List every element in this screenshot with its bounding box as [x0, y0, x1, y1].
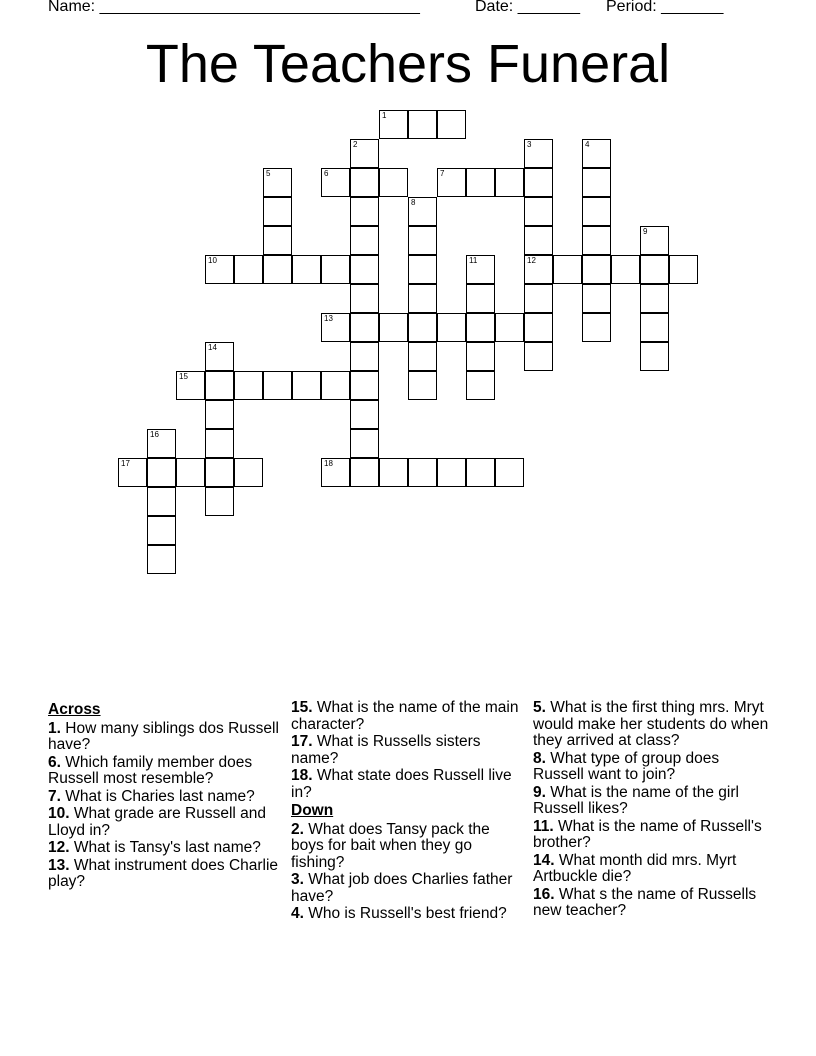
grid-cell[interactable] [466, 284, 495, 313]
clue-across-1: 1. How many siblings dos Russell have? [48, 719, 279, 753]
grid-cell[interactable] [321, 313, 350, 342]
grid-cell[interactable] [466, 168, 495, 197]
grid-cell[interactable] [582, 313, 611, 342]
grid-cell[interactable] [263, 197, 292, 226]
clue-down-2: 2. What does Tansy pack the boys for bait when they go fishing? [291, 820, 490, 871]
across-heading: Across [48, 701, 101, 718]
grid-cell[interactable] [350, 458, 379, 487]
grid-cell[interactable] [176, 371, 205, 400]
grid-cell[interactable] [524, 168, 553, 197]
grid-cell[interactable] [553, 255, 582, 284]
grid-cell[interactable] [147, 487, 176, 516]
grid-cell[interactable] [408, 226, 437, 255]
grid-cell[interactable] [205, 342, 234, 371]
grid-cell[interactable] [350, 284, 379, 313]
clue-down-8: 8. What type of group does Russell want to join? [533, 749, 720, 783]
grid-cell[interactable] [379, 168, 408, 197]
grid-cell[interactable] [205, 458, 234, 487]
grid-cell[interactable] [234, 458, 263, 487]
clue-across-7: 7. What is Charies last name? [48, 787, 255, 805]
clue-number: 16 [150, 430, 159, 439]
clue-across-17: 17. What is Russells sisters name? [291, 733, 481, 767]
page-title: The Teachers Funeral [145, 34, 671, 94]
grid-cell[interactable] [379, 313, 408, 342]
grid-cell[interactable] [292, 255, 321, 284]
grid-cell[interactable] [582, 255, 611, 284]
clue-down-14: 14. What month did mrs. Myrt Artbuckle die? [533, 851, 737, 885]
clue-down-5: 5. What is the first thing mrs. Mryt would make her students do when they arrived at class? [533, 699, 769, 749]
clue-down-11: 11. What is the name of Russell's brother? [533, 817, 762, 851]
clue-number: 2 [353, 140, 358, 149]
grid-cell[interactable] [495, 313, 524, 342]
grid-cell[interactable] [408, 255, 437, 284]
grid-cell[interactable] [147, 516, 176, 545]
grid-cell[interactable] [350, 342, 379, 371]
grid-cell[interactable] [379, 110, 408, 139]
grid-cell[interactable] [321, 255, 350, 284]
clue-number: 3 [527, 140, 532, 149]
grid-cell[interactable] [292, 371, 321, 400]
down-heading: Down [291, 802, 334, 819]
grid-cell[interactable] [640, 313, 669, 342]
name-field-label: Name: ____________________________________ [48, 0, 420, 15]
grid-cell[interactable] [437, 313, 466, 342]
grid-cell[interactable] [640, 255, 669, 284]
grid-cell[interactable] [205, 255, 234, 284]
clues-column-1 [48, 700, 280, 892]
grid-cell[interactable] [640, 284, 669, 313]
clue-down-4: 4. Who is Russell's best friend? [291, 905, 507, 922]
clues-column-2 [291, 700, 526, 924]
grid-cell[interactable] [408, 313, 437, 342]
grid-cell[interactable] [350, 371, 379, 400]
grid-cell[interactable] [205, 371, 234, 400]
grid-cell[interactable] [263, 255, 292, 284]
grid-cell[interactable] [437, 168, 466, 197]
grid-cell[interactable] [408, 110, 437, 139]
date-field-label: Date: _______ [475, 0, 580, 15]
clue-number: 14 [208, 343, 217, 352]
clues-column-3 [533, 700, 773, 921]
grid-cell[interactable] [321, 371, 350, 400]
grid-cell[interactable] [350, 168, 379, 197]
grid-cell[interactable] [524, 197, 553, 226]
clue-number: 13 [324, 314, 333, 323]
period-field-label: Period: _______ [606, 0, 724, 15]
grid-cell[interactable] [350, 429, 379, 458]
grid-cell[interactable] [524, 255, 553, 284]
grid-cell[interactable] [466, 255, 495, 284]
grid-cell[interactable] [582, 197, 611, 226]
grid-cell[interactable] [582, 226, 611, 255]
clue-number: 8 [411, 198, 416, 207]
grid-cell[interactable] [582, 168, 611, 197]
grid-cell[interactable] [524, 139, 553, 168]
grid-cell[interactable] [205, 400, 234, 429]
grid-cell[interactable] [350, 255, 379, 284]
grid-cell[interactable] [437, 458, 466, 487]
grid-cell[interactable] [176, 458, 205, 487]
clue-number: 11 [469, 256, 478, 265]
grid-cell[interactable] [118, 458, 147, 487]
grid-cell[interactable] [350, 139, 379, 168]
grid-cell[interactable] [234, 255, 263, 284]
grid-cell[interactable] [147, 545, 176, 574]
grid-cell[interactable] [466, 342, 495, 371]
clue-number: 1 [382, 111, 387, 120]
grid-cell[interactable] [147, 429, 176, 458]
grid-cell[interactable] [408, 371, 437, 400]
clue-across-12: 12. What is Tansy's last name? [48, 839, 261, 856]
grid-cell[interactable] [466, 458, 495, 487]
grid-cell[interactable] [640, 342, 669, 371]
clue-number: 7 [440, 169, 445, 178]
grid-cell[interactable] [379, 458, 408, 487]
grid-cell[interactable] [408, 458, 437, 487]
clue-across-15: 15. What is the name of the main character? [291, 699, 519, 733]
grid-cell[interactable] [524, 342, 553, 371]
grid-cell[interactable] [669, 255, 698, 284]
grid-cell[interactable] [263, 168, 292, 197]
grid-cell[interactable] [408, 197, 437, 226]
grid-cell[interactable] [350, 313, 379, 342]
grid-cell[interactable] [263, 371, 292, 400]
grid-cell[interactable] [321, 168, 350, 197]
grid-cell[interactable] [437, 110, 466, 139]
grid-cell[interactable] [582, 139, 611, 168]
clue-across-6: 6. Which family member does Russell most resemble? [48, 753, 253, 787]
grid-cell[interactable] [466, 313, 495, 342]
grid-cell[interactable] [524, 284, 553, 313]
grid-cell[interactable] [321, 458, 350, 487]
clue-number: 4 [585, 140, 590, 149]
grid-cell[interactable] [147, 458, 176, 487]
grid-cell[interactable] [205, 487, 234, 516]
clue-down-16: 16. What s the name of Russells new teacher? [533, 885, 757, 919]
grid-cell[interactable] [495, 168, 524, 197]
clue-down-9: 9. What is the name of the girl Russell likes? [533, 783, 739, 817]
clue-across-13: 13. What instrument does Charlie play? [48, 856, 279, 890]
clue-number: 12 [527, 256, 536, 265]
clue-number: 15 [179, 372, 188, 381]
grid-cell[interactable] [611, 255, 640, 284]
grid-cell[interactable] [205, 429, 234, 458]
clue-down-3: 3. What job does Charlies father have? [291, 871, 513, 905]
clue-number: 5 [266, 169, 271, 178]
grid-cell[interactable] [408, 342, 437, 371]
grid-cell[interactable] [466, 371, 495, 400]
grid-cell[interactable] [350, 197, 379, 226]
clue-number: 18 [324, 459, 333, 468]
grid-cell[interactable] [350, 226, 379, 255]
grid-cell[interactable] [263, 226, 292, 255]
grid-cell[interactable] [640, 226, 669, 255]
grid-cell[interactable] [408, 284, 437, 313]
grid-cell[interactable] [495, 458, 524, 487]
grid-cell[interactable] [350, 400, 379, 429]
clue-number: 6 [324, 169, 329, 178]
clue-across-10: 10. What grade are Russell and Lloyd in? [48, 805, 267, 839]
grid-cell[interactable] [524, 313, 553, 342]
grid-cell[interactable] [582, 284, 611, 313]
clue-across-18: 18. What state does Russell live in? [291, 767, 512, 801]
clue-number: 17 [121, 459, 130, 468]
grid-cell[interactable] [524, 226, 553, 255]
grid-cell[interactable] [234, 371, 263, 400]
clue-number: 9 [643, 227, 648, 236]
clue-number: 10 [208, 256, 217, 265]
